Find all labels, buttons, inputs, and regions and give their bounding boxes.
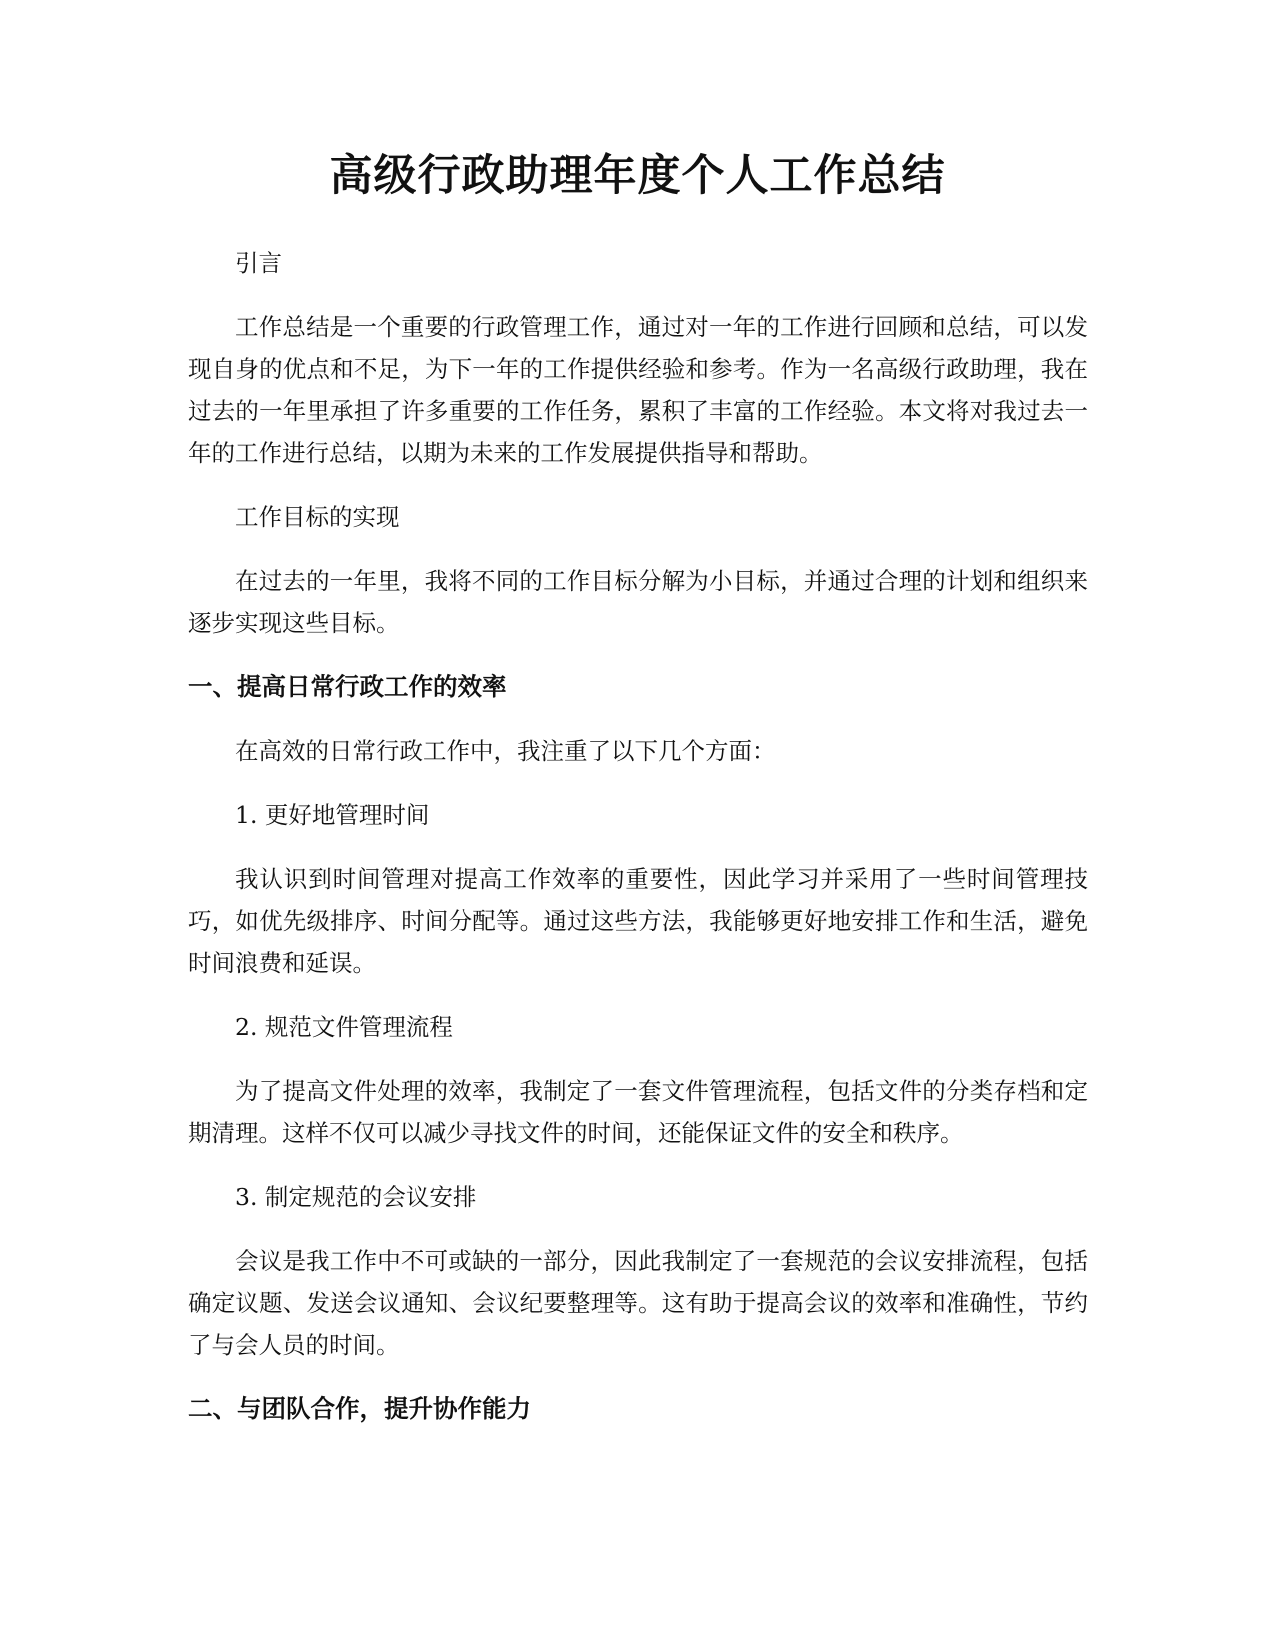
item-1-paragraph: 我认识到时间管理对提高工作效率的重要性，因此学习并采用了一些时间管理技巧，如优先级排序、时间分配等。通过这些方法，我能够更好地安排工作和生活，避免时间浪费和延误。 xyxy=(188,865,1088,977)
document-title: 高级行政助理年度个人工作总结 xyxy=(329,151,946,201)
item-1-title: 1. 更好地管理时间 xyxy=(235,801,430,829)
item-3-title: 3. 制定规范的会议安排 xyxy=(235,1183,477,1211)
section-1-title: 一、提高日常行政工作的效率 xyxy=(188,672,507,701)
item-3-paragraph: 会议是我工作中不可或缺的一部分，因此我制定了一套规范的会议安排流程，包括确定议题、发送会议通知、会议纪要整理等。这有助于提高会议的效率和准确性，节约了与会人员的时间。 xyxy=(188,1247,1088,1359)
intro-paragraph: 工作总结是一个重要的行政管理工作，通过对一年的工作进行回顾和总结，可以发现自身的优点和不足，为下一年的工作提供经验和参考。作为一名高级行政助理，我在过去的一年里承担了许多重要的工作任务，累积了丰富的工作经验。本文将对我过去一年的工作进行总结，以期为未来的工作发展提供指导和帮助。 xyxy=(188,313,1088,467)
section-1-intro: 在高效的日常行政工作中，我注重了以下几个方面： xyxy=(235,737,776,765)
goals-heading: 工作目标的实现 xyxy=(235,503,400,531)
item-2-paragraph: 为了提高文件处理的效率，我制定了一套文件管理流程，包括文件的分类存档和定期清理。这样不仅可以减少寻找文件的时间，还能保证文件的安全和秩序。 xyxy=(188,1077,1088,1147)
section-2-title: 二、与团队合作，提升协作能力 xyxy=(188,1394,531,1423)
document-body xyxy=(188,242,1088,1430)
item-2-title: 2. 规范文件管理流程 xyxy=(235,1013,453,1041)
intro-heading: 引言 xyxy=(235,249,282,277)
goals-paragraph: 在过去的一年里，我将不同的工作目标分解为小目标，并通过合理的计划和组织来逐步实现这些目标。 xyxy=(188,567,1088,637)
